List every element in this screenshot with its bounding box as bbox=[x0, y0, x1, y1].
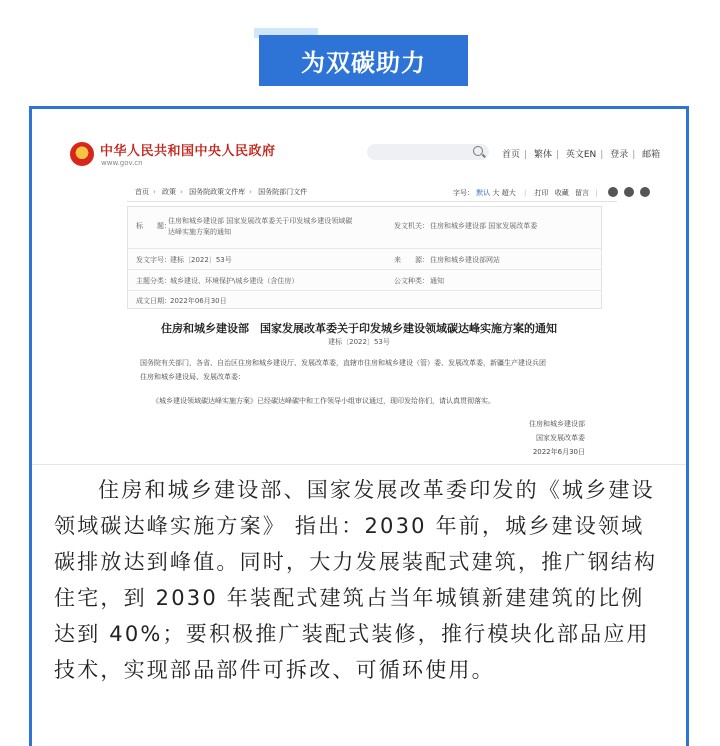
meta-type: 通知 bbox=[430, 277, 444, 285]
signature-date: 2022年6月30日 bbox=[532, 448, 585, 456]
banner-title: 为双碳助力 bbox=[259, 35, 468, 86]
document-title: 住房和城乡建设部 国家发展改革委关于印发城乡建设领域碳达峰实施方案的通知 bbox=[161, 322, 557, 335]
body-paragraph: 住房和城乡建设部、国家发展改革委印发的《城乡建设领域碳达峰实施方案》 指出：2030 年前，城乡建设领域碳排放达到峰值。同时，大力发展装配式建筑，推广钢结构住宅，到 2030 年装配式建筑占当年城镇新建建筑的比例达到 40%；要积极推广装配式装修，推行模块化部品应用技术，实现部品部件可拆改、可循环使用。 bbox=[54, 478, 658, 682]
national-emblem-icon bbox=[70, 142, 94, 166]
site-url: www.gov.cn bbox=[101, 159, 143, 167]
document-para2: 《城乡建设领域碳达峰实施方案》已经碳达峰碳中和工作领导小组审议通过，现印发给你们，请认真贯彻落实。 bbox=[152, 397, 495, 405]
crumb-policy[interactable]: 政策 bbox=[162, 188, 177, 196]
content-frame bbox=[29, 106, 689, 746]
comment-button[interactable]: 留言 bbox=[575, 189, 589, 197]
breadcrumb: 首页 › 政策 › 国务院政策文件库 › 国务院部门文件 字号： 默认 大 超大 | 打印 收藏 留言 | bbox=[135, 187, 605, 201]
document-number: 建标〔2022〕53号 bbox=[328, 338, 390, 346]
crumb-dept[interactable]: 国务院部门文件 bbox=[258, 188, 308, 196]
meta-date: 2022年06月30日 bbox=[170, 297, 227, 305]
nav-traditional[interactable]: 繁体 bbox=[533, 150, 552, 160]
signature-ndrc: 国家发展改革委 bbox=[536, 434, 585, 442]
nav-mail[interactable]: 邮箱 bbox=[642, 150, 661, 160]
font-large[interactable]: 大 bbox=[492, 189, 500, 197]
site-name[interactable]: 中华人民共和国中央人民政府 bbox=[100, 144, 276, 159]
meta-issuer: 住房和城乡建设部 国家发展改革委 bbox=[430, 222, 538, 230]
font-xlarge[interactable]: 超大 bbox=[501, 189, 516, 197]
document-meta-table: 标 题： 住房和城乡建设部 国家发展改革委关于印发城乡建设领域碳达峰实施方案的通知 发文机关： 住房和城乡建设部 国家发展改革委 发文字号： 建标〔2022〕53号 来 源： 住房和城乡建设部网站 主题分类： 城乡建设、环境保护\城乡建设（含住房） 公文种类： 通知 成文日期： 2022年06月30日 bbox=[127, 206, 602, 309]
share-wechat-icon[interactable] bbox=[624, 187, 634, 197]
print-button[interactable]: 打印 bbox=[534, 189, 549, 197]
favorite-button[interactable]: 收藏 bbox=[554, 189, 569, 197]
font-size-controls: 字号： 默认 大 超大 | 打印 收藏 留言 | bbox=[453, 187, 650, 198]
crumb-home[interactable]: 首页 bbox=[135, 188, 149, 196]
screenshot-divider bbox=[32, 464, 686, 465]
nav-english[interactable]: 英文EN bbox=[565, 150, 597, 160]
breadcrumb-divider bbox=[127, 201, 617, 202]
top-nav: 首页 | 繁体 | 英文EN | 登录 | 邮箱 bbox=[502, 150, 661, 160]
meta-source: 住房和城乡建设部网站 bbox=[430, 256, 500, 264]
meta-doc-number: 建标〔2022〕53号 bbox=[170, 256, 232, 264]
search-input[interactable] bbox=[367, 144, 489, 160]
document-para1-line2: 住房和城乡建设局、发展改革委： bbox=[140, 373, 245, 381]
search-icon[interactable] bbox=[473, 146, 483, 156]
nav-home[interactable]: 首页 bbox=[502, 150, 521, 160]
meta-title: 住房和城乡建设部 国家发展改革委关于印发城乡建设领域碳达峰实施方案的通知 bbox=[168, 217, 353, 236]
crumb-library[interactable]: 国务院政策文件库 bbox=[189, 188, 246, 196]
nav-login[interactable]: 登录 bbox=[610, 150, 629, 160]
share-qzone-icon[interactable] bbox=[640, 187, 650, 197]
webpage-screenshot bbox=[32, 109, 686, 464]
meta-topic: 城乡建设、环境保护\城乡建设（含住房） bbox=[170, 277, 299, 285]
share-weibo-icon[interactable] bbox=[608, 187, 618, 197]
document-para1-line1: 国务院有关部门，各省、自治区住房和城乡建设厅、发展改革委，直辖市住房和城乡建设（管）委、发展改革委，新疆生产建设兵团 bbox=[140, 359, 546, 367]
signature-mohurd: 住房和城乡建设部 bbox=[529, 420, 585, 428]
font-default[interactable]: 默认 bbox=[476, 189, 491, 197]
